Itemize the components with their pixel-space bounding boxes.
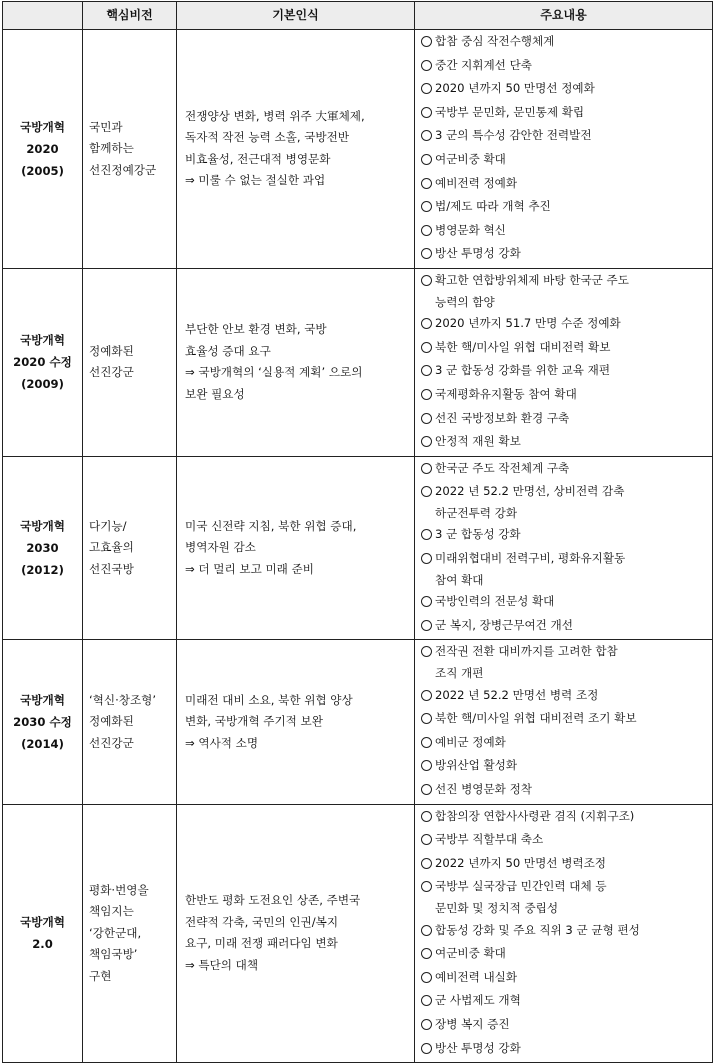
list-item [421, 615, 708, 639]
list-item-text: 선진 국방정보화 환경 구축 [435, 410, 570, 425]
circle-bullet-icon [421, 755, 435, 779]
circle-bullet-icon [421, 313, 435, 337]
list-item [421, 829, 708, 853]
basic-recognition-cell: 전쟁양상 변화, 병력 위주 大軍체제, 독자적 작전 능력 소홀, 국방전반 비효율성, 전근대적 병영문화 ⇒ 미룰 수 없는 절실한 과업 [177, 30, 415, 269]
circle-bullet-icon [421, 548, 435, 572]
circle-bullet-icon [421, 31, 435, 55]
main-content-cell [415, 804, 713, 1063]
circle-bullet-icon [421, 149, 435, 173]
circle-bullet-icon [421, 431, 435, 455]
circle-bullet-icon [421, 458, 435, 482]
plan-name-cell: 국방개혁 2030 (2012) [3, 456, 83, 640]
list-item [421, 806, 708, 830]
circle-bullet-icon [421, 615, 435, 639]
list-item [421, 360, 708, 384]
list-item [421, 548, 708, 591]
circle-bullet-icon [421, 1014, 435, 1038]
circle-bullet-icon [421, 125, 435, 149]
list-item [421, 196, 708, 220]
list-item-text: 2022 년 52.2 만명선, 상비전력 감축 하군전투력 강화 [435, 484, 625, 520]
header-row [3, 2, 713, 30]
list-item [421, 641, 708, 684]
plan-name-cell: 국방개혁 2030 수정 (2014) [3, 640, 83, 804]
list-item [421, 431, 708, 455]
list-item-text: 국방인력의 전문성 확대 [435, 594, 555, 609]
circle-bullet-icon [421, 408, 435, 432]
list-item [421, 685, 708, 709]
list-item-text: 북한 핵/미사일 위협 대비전력 조기 확보 [435, 711, 637, 726]
circle-bullet-icon [421, 708, 435, 732]
list-item-text: 국방부 실국장급 민간인력 대체 등 문민화 및 정치적 중립성 [435, 879, 607, 915]
list-item-text: 3 군의 특수성 감안한 전력발전 [435, 128, 592, 143]
list-item [421, 78, 708, 102]
list-item-text: 방위산업 활성화 [435, 758, 518, 773]
circle-bullet-icon [421, 196, 435, 220]
circle-bullet-icon [421, 943, 435, 967]
circle-bullet-icon [421, 220, 435, 244]
list-item [421, 270, 708, 313]
list-item [421, 708, 708, 732]
list-item-text: 군 사법제도 개혁 [435, 993, 521, 1008]
list-item-text: 중간 지휘계선 단축 [435, 57, 532, 72]
list-item-text: 예비전력 내실화 [435, 969, 518, 984]
list-item-text: 방산 투명성 강화 [435, 1040, 521, 1055]
list-item [421, 55, 708, 79]
list-item [421, 1014, 708, 1038]
circle-bullet-icon [421, 270, 435, 294]
list-item-text: 예비전력 정예화 [435, 175, 518, 190]
circle-bullet-icon [421, 78, 435, 102]
list-item [421, 990, 708, 1014]
basic-recognition-cell: 한반도 평화 도전요인 상존, 주변국 전략적 각축, 국민의 인권/복지 요구, 미래 전쟁 패러다임 변화 ⇒ 특단의 대책 [177, 804, 415, 1063]
table-row [3, 456, 713, 640]
list-item [421, 31, 708, 55]
list-item [421, 149, 708, 173]
header-vision: 핵심비전 [83, 2, 177, 30]
circle-bullet-icon [421, 102, 435, 126]
table-row [3, 268, 713, 456]
main-content-cell [415, 30, 713, 269]
list-item-text: 확고한 연합방위체제 바탕 한국군 주도 능력의 함양 [435, 272, 629, 309]
list-item [421, 384, 708, 408]
circle-bullet-icon [421, 55, 435, 79]
main-content-cell [415, 268, 713, 456]
core-vision-cell: 다기능/ 고효율의 선진국방 [83, 456, 177, 640]
list-item [421, 755, 708, 779]
header-plan [3, 2, 83, 30]
list-item [421, 481, 708, 524]
plan-name-cell: 국방개혁 2020 수정 (2009) [3, 268, 83, 456]
list-item [421, 920, 708, 944]
basic-recognition-cell: 부단한 안보 환경 변화, 국방 효율성 증대 요구 ⇒ 국방개혁의 ‘실용적 계획’ 으로의 보완 필요성 [177, 268, 415, 456]
list-item-text: 3 군 합동성 강화를 위한 교육 재편 [435, 363, 611, 378]
circle-bullet-icon [421, 732, 435, 756]
list-item-text: 합동성 강화 및 주요 직위 3 군 균형 편성 [435, 922, 640, 937]
header-content: 주요내용 [415, 2, 713, 30]
list-item-text: 여군비중 확대 [435, 151, 506, 166]
list-item-text: 병영문화 혁신 [435, 222, 506, 237]
list-item-text: 국제평화유지활동 참여 확대 [435, 386, 577, 401]
list-item [421, 524, 708, 548]
circle-bullet-icon [421, 481, 435, 505]
circle-bullet-icon [421, 920, 435, 944]
list-item-text: 안정적 재원 확보 [435, 434, 521, 449]
list-item [421, 591, 708, 615]
list-item-text: 2022 년 52.2 만명선 병력 조정 [435, 687, 599, 702]
circle-bullet-icon [421, 853, 435, 877]
list-item [421, 408, 708, 432]
plan-name-cell: 국방개혁 2.0 [3, 804, 83, 1063]
main-content-cell [415, 640, 713, 804]
list-item-text: 한국군 주도 작전체계 구축 [435, 460, 570, 475]
table-row [3, 30, 713, 269]
list-item-text: 군 복지, 장병근무여건 개선 [435, 617, 573, 632]
list-item-text: 장병 복지 증진 [435, 1016, 510, 1031]
list-item-text: 3 군 합동성 강화 [435, 527, 521, 542]
circle-bullet-icon [421, 243, 435, 267]
list-item [421, 173, 708, 197]
list-item [421, 313, 708, 337]
list-item [421, 337, 708, 361]
main-content-cell [415, 456, 713, 640]
list-item [421, 853, 708, 877]
circle-bullet-icon [421, 641, 435, 665]
list-item-text: 예비군 정예화 [435, 734, 506, 749]
basic-recognition-cell: 미국 신전략 지침, 북한 위협 증대, 병역자원 감소 ⇒ 더 멀리 보고 미래 준비 [177, 456, 415, 640]
list-item [421, 876, 708, 919]
circle-bullet-icon [421, 337, 435, 361]
circle-bullet-icon [421, 173, 435, 197]
list-item [421, 220, 708, 244]
circle-bullet-icon [421, 806, 435, 830]
circle-bullet-icon [421, 384, 435, 408]
list-item-text: 국방부 문민화, 문민통제 확립 [435, 104, 585, 119]
list-item-text: 미래위협대비 전력구비, 평화유지활동 참여 확대 [435, 551, 626, 587]
list-item [421, 943, 708, 967]
circle-bullet-icon [421, 524, 435, 548]
list-item [421, 732, 708, 756]
circle-bullet-icon [421, 685, 435, 709]
circle-bullet-icon [421, 829, 435, 853]
core-vision-cell: 국민과 함께하는 선진정예강군 [83, 30, 177, 269]
list-item [421, 458, 708, 482]
core-vision-cell: ‘혁신·창조형’ 정예화된 선진강군 [83, 640, 177, 804]
plan-name-cell: 국방개혁 2020 (2005) [3, 30, 83, 269]
list-item [421, 1038, 708, 1062]
list-item-text: 2020 년까지 51.7 만명 수준 정예화 [435, 316, 621, 331]
table-row [3, 804, 713, 1063]
list-item-text: 법/제도 따라 개혁 추진 [435, 199, 551, 214]
list-item-text: 북한 핵/미사일 위협 대비전력 확보 [435, 339, 611, 354]
core-vision-cell: 정예화된 선진강군 [83, 268, 177, 456]
list-item [421, 243, 708, 267]
list-item-text: 2020 년까지 50 만명선 정예화 [435, 81, 595, 96]
list-item-text: 여군비중 확대 [435, 946, 506, 961]
list-item [421, 102, 708, 126]
circle-bullet-icon [421, 1038, 435, 1062]
list-item-text: 선진 병영문화 정착 [435, 782, 532, 796]
basic-recognition-cell: 미래전 대비 소요, 북한 위협 양상 변화, 국방개혁 주기적 보완 ⇒ 역사적 소명 [177, 640, 415, 804]
list-item [421, 967, 708, 991]
defense-reform-table [2, 1, 713, 1063]
list-item-text: 방산 투명성 강화 [435, 246, 521, 261]
list-item-text: 합참의장 연합사사령관 겸직 (지휘구조) [435, 808, 635, 823]
circle-bullet-icon [421, 360, 435, 384]
header-basis: 기본인식 [177, 2, 415, 30]
list-item-text: 국방부 직할부대 축소 [435, 832, 544, 847]
list-item [421, 125, 708, 149]
circle-bullet-icon [421, 967, 435, 991]
core-vision-cell: 평화·번영을 책임지는 ‘강한군대, 책임국방’ 구현 [83, 804, 177, 1063]
circle-bullet-icon [421, 876, 435, 900]
circle-bullet-icon [421, 990, 435, 1014]
list-item [421, 779, 708, 803]
table-body [3, 30, 713, 1063]
circle-bullet-icon [421, 591, 435, 615]
list-item-text: 전작권 전환 대비까지를 고려한 합참 조직 개편 [435, 644, 618, 681]
table-row [3, 640, 713, 804]
list-item-text: 합참 중심 작전수행체계 [435, 34, 555, 48]
circle-bullet-icon [421, 779, 435, 803]
list-item-text: 2022 년까지 50 만명선 병력조정 [435, 855, 606, 870]
